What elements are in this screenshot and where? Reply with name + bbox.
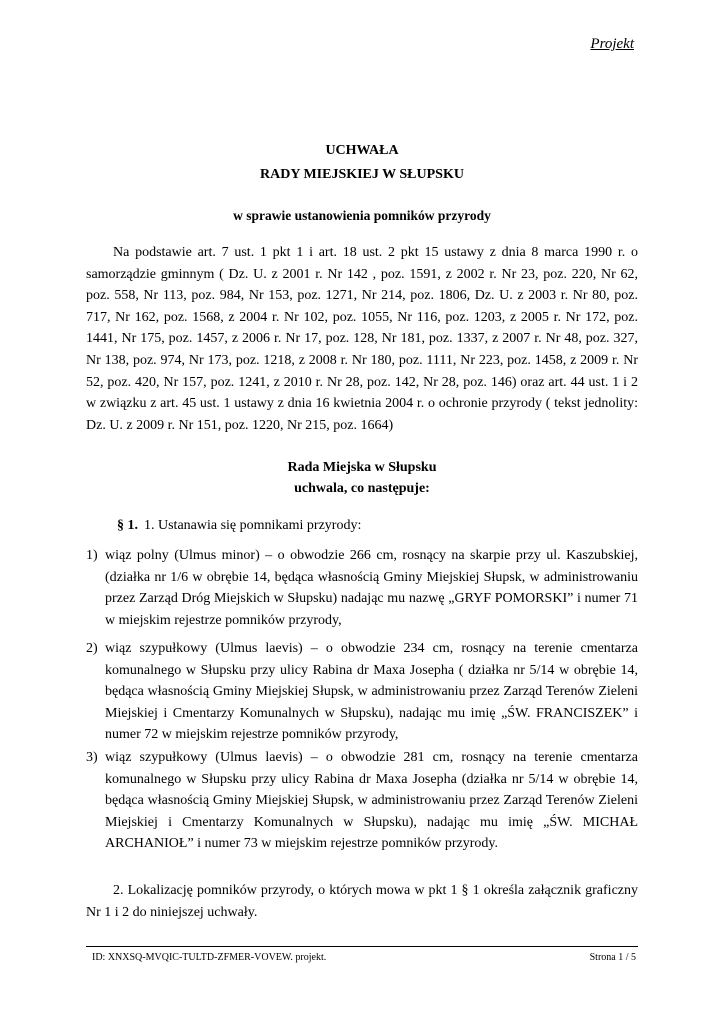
list-item-number: 2): [86, 641, 98, 656]
footer-page-number: Strona 1 / 5: [589, 952, 636, 963]
list-item-text: wiąz polny (Ulmus minor) – o obwodzie 266 cm, rosnący na skarpie przy ul. Kaszubskiej, (działka nr 1/6 w obrębie 14, będąca własnością Gminy Miejskiej Słupsk, w administrowaniu przez Zarząd Dróg Miejskich w Słupsku) nadając mu nazwę „GRYF POMORSKI” i numer 71 w miejskim rejestrze pomników przyrody,: [105, 548, 638, 628]
section-symbol: § 1.: [117, 518, 138, 533]
list-item-text: wiąz szypułkowy (Ulmus laevis) – o obwodzie 281 cm, rosnący na terenie cmentarza komunalnego w Słupsku przy ulicy Rabina dr Maxa Josepha (działka nr 5/14 w obrębie 14, będąca własnością Gminy Miejskiej Słupsk, w administrowaniu przez Zarząd Terenów Zieleni Miejskiej i Cmentarzy Komunalnych w Słupsku), nadając mu imię „ŚW. MICHAŁ ARCHANIOŁ” i numer 73 w miejskim rejestrze pomników przyrody.: [105, 750, 638, 852]
issuing-body: RADY MIEJSKIEJ W SŁUPSKU: [260, 167, 464, 182]
list-item-number: 3): [86, 750, 98, 765]
list-item: [86, 747, 638, 855]
council-name: Rada Miejska w Słupsku: [287, 460, 437, 475]
legal-basis-paragraph: Na podstawie art. 7 ust. 1 pkt 1 i art. 18 ust. 2 pkt 15 ustawy z dnia 8 marca 1990 r. o samorządzie gminnym ( Dz. U. z 2001 r. Nr 142 , poz. 1591, z 2002 r. Nr 23, poz. 220, Nr 62, poz. 558, Nr 113, poz. 984, Nr 153, poz. 1271, Nr 214, poz. 1806, Dz. U. z 2003 r. Nr 80, poz. 717, Nr 162, poz. 1568, z 2004 r. Nr 102, poz. 1055, Nr 116, poz. 1203, z 2005 r. Nr 172, poz. 1441, Nr 175, poz. 1457, z 2006 r. Nr 17, poz. 128, Nr 181, poz. 1337, z 2007 r. Nr 48, poz. 327, Nr 138, poz. 974, Nr 173, poz. 1218, z 2008 r. Nr 180, poz. 1111, Nr 223, poz. 1458, z 2009 r. Nr 52, poz. 420, Nr 157, poz. 1241, z 2010 r. Nr 28, poz. 142, Nr 28, poz. 146) oraz art. 44 ust. 1 i 2 w związku z art. 45 ust. 1 ustawy z dnia 16 kwietnia 2004 r. o ochronie przyrody ( tekst jednolity: Dz. U. z 2009 r. Nr 151, poz. 1220, Nr 215, poz. 1664): [86, 245, 638, 433]
list-item-number: 1): [86, 548, 98, 563]
list-item: [86, 638, 638, 746]
section-intro: 1. Ustanawia się pomnikami przyrody:: [144, 518, 362, 533]
draft-label: Projekt: [590, 36, 634, 52]
footer-divider: [86, 946, 638, 947]
list-item-text: wiąz szypułkowy (Ulmus laevis) – o obwodzie 234 cm, rosnący na terenie cmentarza komunalnego w Słupsku przy ulicy Rabina dr Maxa Josepha ( działka nr 5/14 w obrębie 14, będąca własnością Gminy Miejskiej Słupsk, w administrowaniu przez Zarząd Terenów Zieleni Miejskiej i Cmentarzy Komunalnych w Słupsku), nadając mu imię „ŚW. FRANCISZEK” i numer 72 w miejskim rejestrze pomników przyrody,: [105, 641, 638, 743]
council-resolution-heading: [0, 457, 724, 499]
document-title: UCHWAŁA: [325, 143, 399, 158]
list-item: [86, 545, 638, 631]
resolves-clause: uchwala, co następuje:: [294, 481, 430, 496]
footer-document-id: ID: XNXSQ-MVQIC-TULTD-ZFMER-VOVEW. projekt.: [92, 952, 327, 963]
point-2-paragraph: 2. Lokalizację pomników przyrody, o których mowa w pkt 1 § 1 określa załącznik graficzny Nr 1 i 2 do niniejszej uchwały.: [86, 883, 638, 920]
document-subject: w sprawie ustanowienia pomników przyrody: [233, 208, 491, 223]
section-1-heading: [117, 518, 361, 534]
